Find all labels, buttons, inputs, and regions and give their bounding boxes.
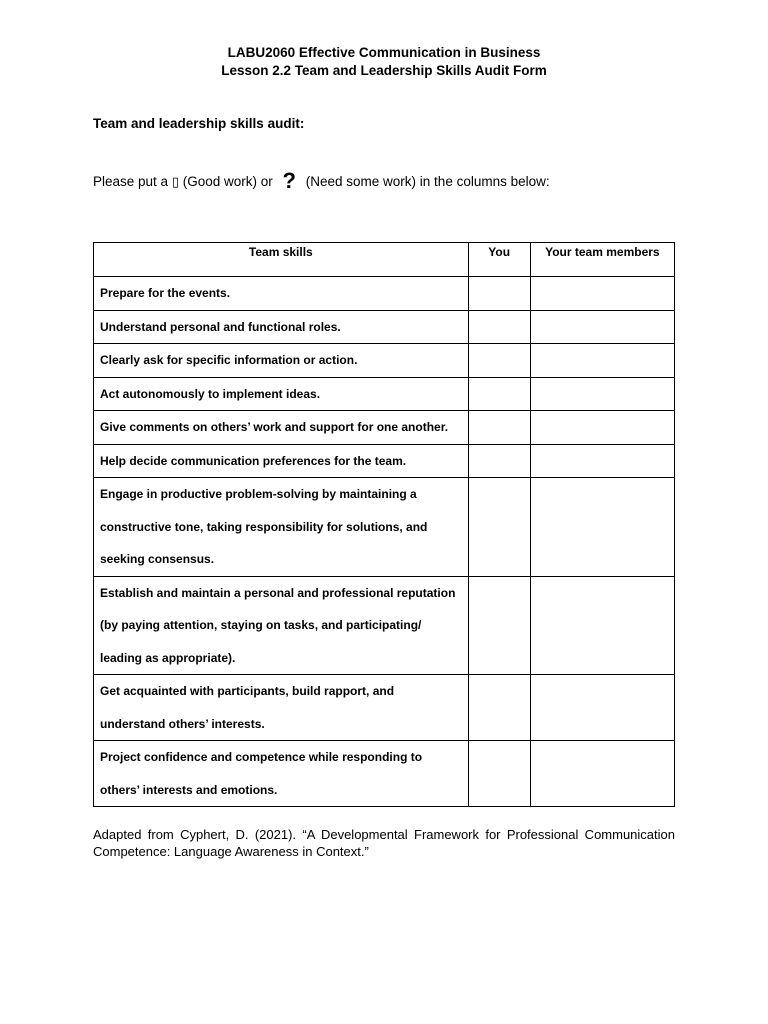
- skill-cell: Establish and maintain a personal and professional reputation (by paying attention, staying on tasks, and participating/ leading as appropriate).: [94, 576, 469, 675]
- skill-cell: Project confidence and competence while responding to others’ interests and emotions.: [94, 741, 469, 807]
- instruction-line: [93, 166, 550, 192]
- team-members-cell[interactable]: [530, 444, 674, 478]
- lesson-title: Lesson 2.2 Team and Leadership Skills Audit Form: [221, 63, 547, 78]
- team-members-cell[interactable]: [530, 310, 674, 344]
- you-cell[interactable]: [468, 310, 530, 344]
- good-work-text: (Good work) or: [182, 174, 273, 189]
- skill-cell: Engage in productive problem-solving by maintaining a constructive tone, taking responsibility for solutions, and seeking consensus.: [94, 478, 469, 577]
- table-header-row: [94, 243, 675, 277]
- skill-cell: Give comments on others’ work and support for one another.: [94, 411, 469, 445]
- table-row: [94, 478, 675, 577]
- you-cell[interactable]: [468, 344, 530, 378]
- team-members-cell[interactable]: [530, 411, 674, 445]
- question-mark-icon: ?: [282, 168, 296, 193]
- team-members-cell[interactable]: [530, 741, 674, 807]
- you-cell[interactable]: [468, 576, 530, 675]
- table-row: [94, 310, 675, 344]
- table-row: [94, 576, 675, 675]
- you-cell[interactable]: [468, 277, 530, 311]
- document-title: [0, 44, 768, 80]
- skill-cell: Get acquainted with participants, build rapport, and understand others’ interests.: [94, 675, 469, 741]
- skill-cell: Understand personal and functional roles.: [94, 310, 469, 344]
- team-members-cell[interactable]: [530, 377, 674, 411]
- skill-cell: Prepare for the events.: [94, 277, 469, 311]
- course-title: LABU2060 Effective Communication in Business: [227, 45, 541, 60]
- header-team-skills: Team skills: [94, 243, 469, 277]
- table-row: [94, 344, 675, 378]
- table-row: [94, 675, 675, 741]
- team-members-cell[interactable]: [530, 344, 674, 378]
- you-cell[interactable]: [468, 377, 530, 411]
- section-heading: Team and leadership skills audit:: [93, 116, 305, 131]
- table-row: [94, 741, 675, 807]
- tick-placeholder-icon: ▯: [171, 174, 179, 189]
- skill-cell: Act autonomously to implement ideas.: [94, 377, 469, 411]
- team-members-cell[interactable]: [530, 675, 674, 741]
- table-row: [94, 277, 675, 311]
- skills-audit-table: [93, 242, 675, 807]
- team-members-cell[interactable]: [530, 576, 674, 675]
- table-row: [94, 444, 675, 478]
- instruction-prefix: Please put a: [93, 174, 169, 189]
- you-cell[interactable]: [468, 741, 530, 807]
- need-work-text: (Need some work) in the columns below:: [305, 174, 550, 189]
- table-row: [94, 377, 675, 411]
- you-cell[interactable]: [468, 444, 530, 478]
- you-cell[interactable]: [468, 675, 530, 741]
- table-row: [94, 411, 675, 445]
- header-team-members: Your team members: [530, 243, 674, 277]
- you-cell[interactable]: [468, 478, 530, 577]
- you-cell[interactable]: [468, 411, 530, 445]
- team-members-cell[interactable]: [530, 277, 674, 311]
- header-you: You: [468, 243, 530, 277]
- skill-cell: Clearly ask for specific information or action.: [94, 344, 469, 378]
- skill-cell: Help decide communication preferences for the team.: [94, 444, 469, 478]
- team-members-cell[interactable]: [530, 478, 674, 577]
- source-citation: Adapted from Cyphert, D. (2021). “A Developmental Framework for Professional Communication Competence: Language Awareness in Context.”: [93, 827, 675, 859]
